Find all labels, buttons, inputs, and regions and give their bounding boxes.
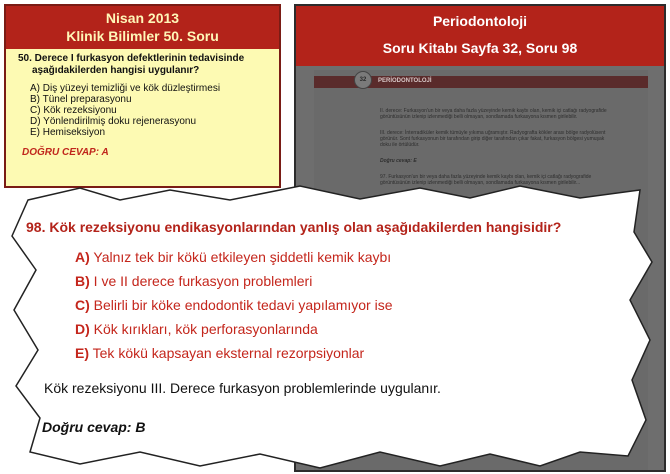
option-text: Belirli bir köke endodontik tedavi yapılamıyor ise <box>93 297 393 313</box>
callout-option-d <box>75 320 392 344</box>
page-section-label: PERİODONTOLOJİ <box>378 78 432 84</box>
option-text: Kök kırıkları, kök perforasyonlarında <box>93 321 318 337</box>
callout-options <box>75 248 392 368</box>
callout-correct-answer: Doğru cevap: B <box>42 419 146 435</box>
exam-title: Nisan 2013 <box>105 10 180 26</box>
callout-explanation: Kök rezeksiyonu III. Derece furkasyon problemlerinde uygulanır. <box>44 380 441 396</box>
option-letter: B) <box>75 273 90 289</box>
callout-option-b <box>75 272 392 296</box>
option-text: Yalnız tek bir kökü etkileyen şiddetli kemik kaybı <box>93 249 392 265</box>
book-subtitle: Soru Kitabı Sayfa 32, Soru 98 <box>382 40 578 56</box>
page-paragraph: III. derece: İnterradiküler kemik tümüyle yıkıma uğramıştır. Radyografta kökler arası bölge radyolüsent görünür. Sont furkasyonun bir tarafından girip diğer tarafından çıkar fakat, furkasyon bölgesi yumuşak doku ile örtülüdür. <box>380 130 606 148</box>
exam-option: E) Hemiseksiyon <box>30 127 106 138</box>
exam-question-line-2: aşağıdakilerden hangisi uygulanır? <box>32 65 200 76</box>
exam-option: A) Diş yüzeyi temizliği ve kök düzleştirmesi <box>30 83 221 94</box>
callout-question: 98. Kök rezeksiyonu endikasyonlarından yanlış olan aşağıdakilerden hangisidir? <box>26 219 562 235</box>
page-paragraph: 97. Furkasyon'un bir veya daha fazla yüzeyinde kemik kaybı olan, kemik içi catlağı radyografide görüntüsünün izlenip izlenmediği belli olmayan, sondlamada furkasyona kısmen girilebilir... <box>380 174 592 186</box>
page-answer: Doğru cevap: E <box>380 158 417 164</box>
option-text: Tek kökü kapsayan eksternal rezorpsiyonlar <box>92 345 365 361</box>
book-title: Periodontoloji <box>432 13 528 29</box>
option-text: I ve II derece furkasyon problemleri <box>93 273 313 289</box>
option-letter: D) <box>75 321 90 337</box>
exam-correct-answer: DOĞRU CEVAP: A <box>22 147 109 158</box>
callout-option-e <box>75 344 392 368</box>
callout-option-c <box>75 296 392 320</box>
exam-question-line-1: 50. Derece I furkasyon defektlerinin tedavisinde <box>18 53 245 64</box>
exam-subtitle: Klinik Bilimler 50. Soru <box>66 28 219 44</box>
callout-option-a <box>75 248 392 272</box>
page-paragraph: II. derece: Furkasyon'un bir veya daha fazla yüzeyinde kemik kaybı olan, kemik içi catlaǵı radyografide görüntüsünün izlenip izlenmediği belli olmayan, sondlamada furkasyona kısmen girilebilir. <box>380 108 607 120</box>
option-letter: C) <box>75 297 90 313</box>
option-letter: E) <box>75 345 89 361</box>
page-number-badge: 32 <box>354 71 372 89</box>
exam-option: C) Kök rezeksiyonu <box>30 105 117 116</box>
option-letter: A) <box>75 249 90 265</box>
exam-option: B) Tünel preparasyonu <box>30 94 132 105</box>
exam-option: D) Yönlendirilmiş doku rejenerasyonu <box>30 116 197 127</box>
